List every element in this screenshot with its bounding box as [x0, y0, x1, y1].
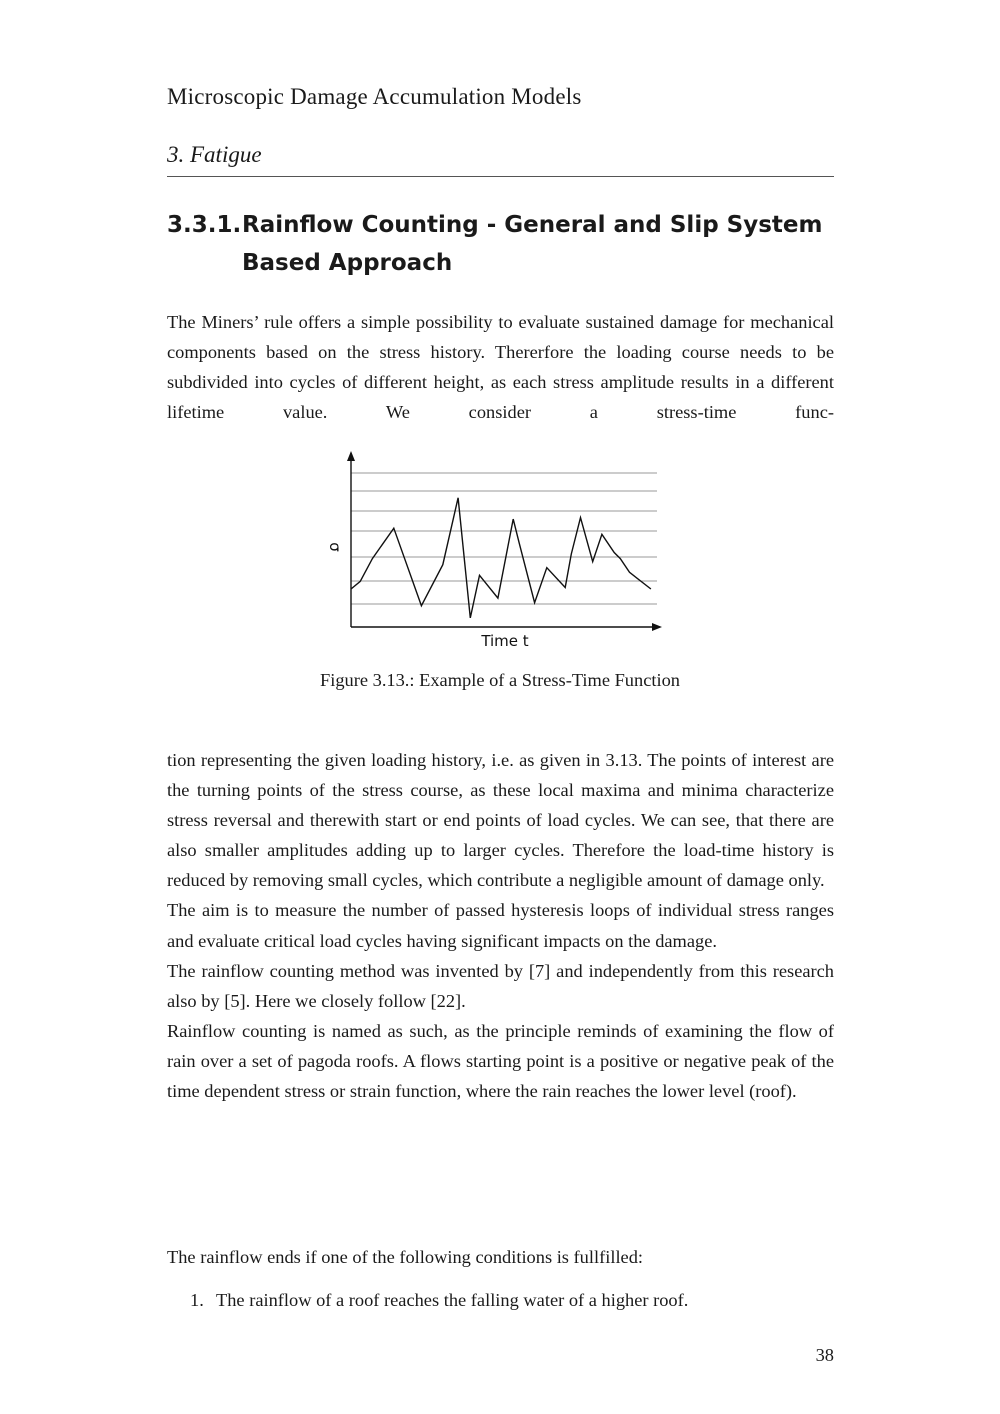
section-heading: [167, 206, 847, 282]
x-axis-arrow: [652, 623, 662, 631]
paragraph-aim: The aim is to measure the number of passed hysteresis loops of individual stress ranges and evaluate critical load cycles having significant impacts on the damage.: [167, 900, 834, 951]
intro-text: The Miners’ rule offers a simple possibility to evaluate sustained damage for mechanical components based on the stress history. Thererfore the loading course needs to be subdivided into cycles of different height, as each stress amplitude results in a different lifetime value. We consider a stress-time func-: [167, 312, 834, 423]
section-title: Rainflow Counting - General and Slip System Based Approach: [242, 212, 823, 276]
conditions-intro-paragraph: [167, 1242, 834, 1272]
stress-time-figure: [320, 445, 680, 655]
x-axis-label: Time t: [481, 632, 529, 650]
body-text: [167, 745, 834, 1106]
figure-caption: Figure 3.13.: Example of a Stress-Time Function: [320, 670, 680, 690]
stress-series-line: [351, 498, 651, 618]
list-marker: 1.: [190, 1290, 204, 1310]
chapter-title: 3. Fatigue: [167, 142, 262, 167]
conditions-intro: The rainflow ends if one of the following conditions is fullfilled:: [167, 1247, 644, 1267]
list-item-text: The rainflow of a roof reaches the falling water of a higher roof.: [216, 1290, 689, 1310]
paragraph-pagoda: Rainflow counting is named as such, as the principle reminds of examining the flow of rain over a set of pagoda roofs. A flows starting point is a positive or negative peak of the time dependent stress or strain function, where the rain reaches the lower level (roof).: [167, 1020, 834, 1102]
y-axis-arrow: [347, 451, 355, 461]
y-axis-label: σ: [326, 542, 344, 552]
paragraph-loading-history: tion representing the given loading history, i.e. as given in 3.13. The points of interest are the turning points of the stress course, as these local maxima and minima characterize stress reversal and therewith start or end points of load cycles. We can see, that there are also smaller amplitudes adding up to larger cycles. Therefore the load-time history is reduced by removing small cycles, which contribute a negligible amount of damage only.: [167, 750, 834, 891]
intro-paragraph: [167, 307, 834, 427]
header-rule: [167, 176, 834, 177]
section-number: 3.3.1.: [167, 212, 242, 238]
running-title: Microscopic Damage Accumulation Models: [167, 84, 582, 109]
list-item: [190, 1290, 688, 1311]
paragraph-invention: The rainflow counting method was invented by [7] and independently from this research also by [5]. Here we closely follow [22].: [167, 960, 834, 1011]
stress-time-chart: [320, 445, 680, 655]
page-number: 38: [815, 1345, 834, 1365]
